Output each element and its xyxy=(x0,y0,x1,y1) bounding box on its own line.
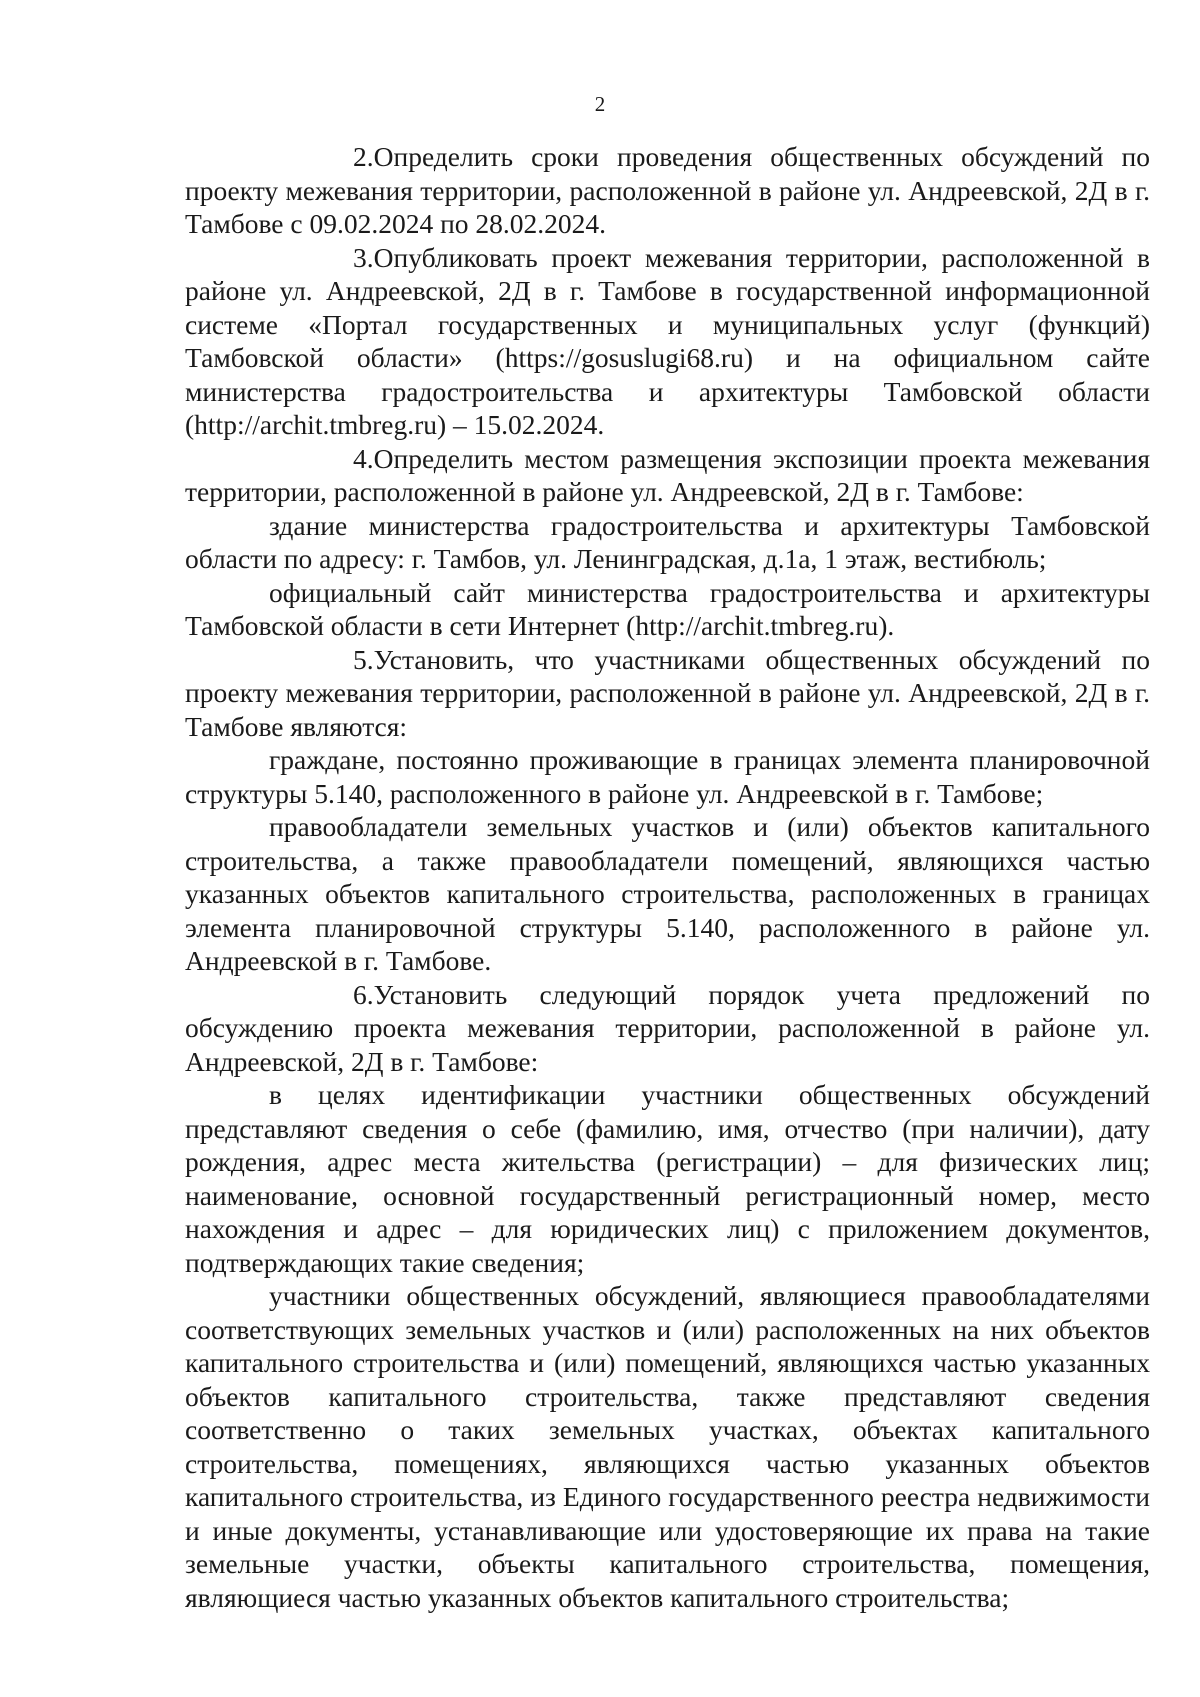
paragraph-5 xyxy=(185,643,1150,744)
paragraph-text: официальный сайт министерства градостроительства и архитектуры Тамбовской области в сети Интернет (http://archit.tmbreg.ru). xyxy=(185,576,1150,641)
paragraph-3 xyxy=(185,241,1150,442)
paragraph-6-rightholders xyxy=(185,1279,1150,1614)
document-body xyxy=(185,140,1150,1614)
paragraph-number: 3. xyxy=(353,241,374,273)
paragraph-6 xyxy=(185,978,1150,1079)
paragraph-4-building xyxy=(185,509,1150,576)
paragraph-text: Определить сроки проведения общественных обсуждений по проекту межевания территории, расположенной в районе ул. Андреевской, 2Д в г. Тамбове с 09.02.2024 по 28.02.2024. xyxy=(185,141,1150,239)
paragraph-5-owners xyxy=(185,810,1150,978)
paragraph-text: Установить следующий порядок учета предложений по обсуждению проекта межевания территории, расположенной в районе ул. Андреевской, 2Д в г. Тамбове: xyxy=(185,978,1150,1077)
paragraph-4-website xyxy=(185,576,1150,643)
paragraph-number: 2. xyxy=(353,141,374,172)
paragraph-5-citizens xyxy=(185,743,1150,810)
paragraph-text: Установить, что участниками общественных обсуждений по проекту межевания территории, расположенной в районе ул. Андреевской, 2Д в г. Тамбове являются: xyxy=(185,643,1150,742)
paragraph-text: граждане, постоянно проживающие в границах элемента планировочной структуры 5.140, расположенного в районе ул. Андреевской в г. Тамбове; xyxy=(185,744,1150,809)
paragraph-number: 5. xyxy=(353,643,374,675)
paragraph-4 xyxy=(185,442,1150,509)
page-number: 2 xyxy=(594,92,606,116)
paragraph-2 xyxy=(185,140,1150,241)
paragraph-text: в целях идентификации участники общественных обсуждений представляют сведения о себе (фамилию, имя, отчество (при наличии), дату рождения, адрес места жительства (регистрации) – для физических лиц; наименование, основной государственный регистрационный номер, место нахождения и адрес – для юридических лиц) с приложением документов, подтверждающих такие сведения; xyxy=(185,1079,1150,1278)
paragraph-text: здание министерства градостроительства и архитектуры Тамбовской области по адресу: г. Тамбов, ул. Ленинградская, д.1а, 1 этаж, вестибюль; xyxy=(185,509,1150,574)
paragraph-text: Определить местом размещения экспозиции проекта межевания территории, расположенной в районе ул. Андреевской, 2Д в г. Тамбове: xyxy=(185,442,1150,507)
paragraph-text: участники общественных обсуждений, являющиеся правообладателями соответствующих земельных участков и (или) расположенных на них объектов капитального строительства и (или) помещений, являющихся частью указанных объектов капитального строительства, также представляют сведения соответственно о таких земельных участках, объектах капитального строительства, помещениях, являющихся частью указанных объектов капитального строительства, из Единого государственного реестра недвижимости и иные документы, устанавливающие или удостоверяющие их права на такие земельные участки, объекты капитального строительства, помещения, являющиеся частью указанных объектов капитального строительства; xyxy=(185,1280,1150,1613)
paragraph-number: 6. xyxy=(353,978,374,1010)
paragraph-text: Опубликовать проект межевания территории, расположенной в районе ул. Андреевской, 2Д в г. Тамбове в государственной информационной системе «Портал государственных и муниципальных услуг (функций) Тамбовской области» (https://gosuslugi68.ru) и на официальном сайте министерства градостроительства и архитектуры Тамбовской области (http://archit.tmbreg.ru) – 15.02.2024. xyxy=(185,241,1150,440)
paragraph-number: 4. xyxy=(353,442,374,474)
paragraph-6-identification xyxy=(185,1078,1150,1279)
paragraph-text: правообладатели земельных участков и (или) объектов капитального строительства, а также правообладатели помещений, являющихся частью указанных объектов капитального строительства, расположенных в границах элемента планировочной структуры 5.140, расположенного в районе ул. Андреевской в г. Тамбове. xyxy=(185,811,1150,976)
